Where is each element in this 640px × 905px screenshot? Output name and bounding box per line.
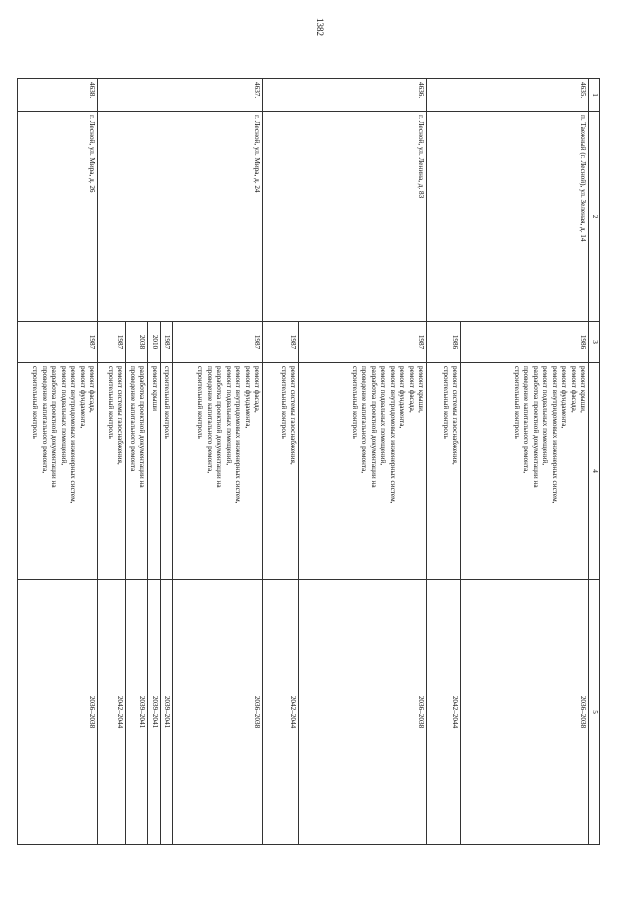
row-number: 4635. (427, 79, 589, 112)
building-address: г. Лесной, ул. Ленина, д. 83 (263, 112, 427, 322)
period-cell: 2042–2044 (263, 580, 299, 845)
works-cell (299, 363, 427, 580)
work-item: строительный контроль (31, 366, 40, 439)
work-item: разработка проектной документации на (215, 366, 224, 488)
work-item: ремонт фасада, (253, 366, 262, 413)
works-cell (263, 363, 299, 580)
repair-schedule-table (18, 78, 601, 845)
work-item: разработка проектной документации на (370, 366, 378, 488)
header-col-3: 3 (589, 322, 600, 363)
year-cell: 1987 (161, 322, 174, 363)
works-cell (461, 363, 589, 580)
work-item: строительный контроль (163, 366, 172, 439)
work-item: строительный контроль (351, 366, 359, 439)
work-item: ремонт внутридомовых инженерных систем, (234, 366, 243, 504)
work-item: ремонт крыши, (417, 366, 426, 413)
work-item: строительный контроль (196, 366, 205, 439)
work-item: ремонт внутридомовых инженерных систем, (69, 366, 78, 504)
period-cell: 2036–2038 (299, 580, 427, 845)
work-item: строительный контроль (107, 366, 115, 439)
header-col-5: 5 (589, 580, 600, 845)
work-item: ремонт фасада, (88, 366, 97, 413)
year-cell: 1987 (263, 322, 299, 363)
works-cell (161, 363, 174, 580)
header-col-1: 1 (589, 79, 600, 112)
work-item: строительный контроль (280, 366, 288, 439)
work-item: ремонт внутридомовых инженерных систем, (389, 366, 397, 504)
work-item: ремонт фундамента, (560, 366, 569, 429)
work-item: ремонт подвальных помещений, (60, 366, 68, 466)
work-item: ремонт подвальных помещений, (379, 366, 388, 466)
work-item: ремонт крыши, (579, 366, 588, 413)
year-cell: 2038 (126, 322, 148, 363)
year-cell: 2010 (148, 322, 161, 363)
work-item: проведение капитального ремонта, (41, 366, 49, 474)
header-row (589, 79, 600, 845)
work-item: проведение капитального ремонта (129, 366, 137, 472)
page-number: 1382 (315, 18, 325, 36)
work-item: ремонт системы газоснабжения, (116, 366, 125, 465)
period-cell: 2042–2044 (98, 580, 126, 845)
table-body (18, 79, 589, 845)
year-cell: 1986 (427, 322, 461, 363)
work-item: строительный контроль (513, 366, 521, 439)
year-cell: 1987 (18, 322, 98, 363)
works-cell (98, 363, 126, 580)
building-address: г. Лесной, ул. Мира, д. 24 (98, 112, 263, 322)
row-number: 4636. (263, 79, 427, 112)
work-item: ремонт подвальных помещений, (225, 366, 233, 466)
row-number: 4638. (18, 79, 98, 112)
work-item: ремонт внутридомовых инженерных систем, (551, 366, 559, 504)
works-cell (173, 363, 263, 580)
header-col-4: 4 (589, 363, 600, 580)
period-cell: 2036–2038 (461, 580, 589, 845)
table-row (299, 79, 427, 845)
header-col-2: 2 (589, 112, 600, 322)
work-item: ремонт фасада, (408, 366, 416, 413)
work-item: ремонт фундамента, (79, 366, 87, 429)
works-cell (148, 363, 161, 580)
work-item: ремонт крыши (151, 366, 159, 412)
period-cell: 2042–2044 (427, 580, 461, 845)
work-item: ремонт фасада, (570, 366, 578, 413)
work-item: ремонт фундамента, (244, 366, 252, 429)
year-cell: 1987 (98, 322, 126, 363)
year-cell: 1987 (173, 322, 263, 363)
works-cell (427, 363, 461, 580)
rotated-table-sheet (31, 78, 600, 845)
work-item: ремонт фундамента, (398, 366, 407, 429)
work-item: проведение капитального ремонта, (206, 366, 214, 474)
work-item: ремонт системы газоснабжения, (289, 366, 298, 465)
work-item: проведение капитального ремонта, (360, 366, 369, 474)
period-cell: 2036–2038 (18, 580, 98, 845)
building-address: п. Таежный (г. Лесной), ул. Зеленая, д. 14 (427, 112, 589, 322)
works-cell (18, 363, 98, 580)
period-cell: 2039–2041 (161, 580, 174, 845)
period-cell: 2036–2038 (173, 580, 263, 845)
year-cell: 1986 (461, 322, 589, 363)
work-item: ремонт системы газоснабжения, (451, 366, 460, 465)
row-number: 4637. (98, 79, 263, 112)
work-item: разработка проектной документации на (50, 366, 59, 488)
period-cell: 2039–2041 (148, 580, 161, 845)
work-item: разработка проектной документации на (532, 366, 540, 488)
work-item: проведение капитального ремонта, (522, 366, 531, 474)
period-cell: 2039–2041 (126, 580, 148, 845)
table-row (173, 79, 263, 845)
table-row (461, 79, 589, 845)
works-cell (126, 363, 148, 580)
year-cell: 1987 (299, 322, 427, 363)
work-item: ремонт подвальных помещений, (541, 366, 550, 466)
building-address: г. Лесной, ул. Мира, д. 26 (18, 112, 98, 322)
work-item: разработка проектной документации на (138, 366, 147, 488)
table-row (18, 79, 98, 845)
work-item: строительный контроль (442, 366, 450, 439)
